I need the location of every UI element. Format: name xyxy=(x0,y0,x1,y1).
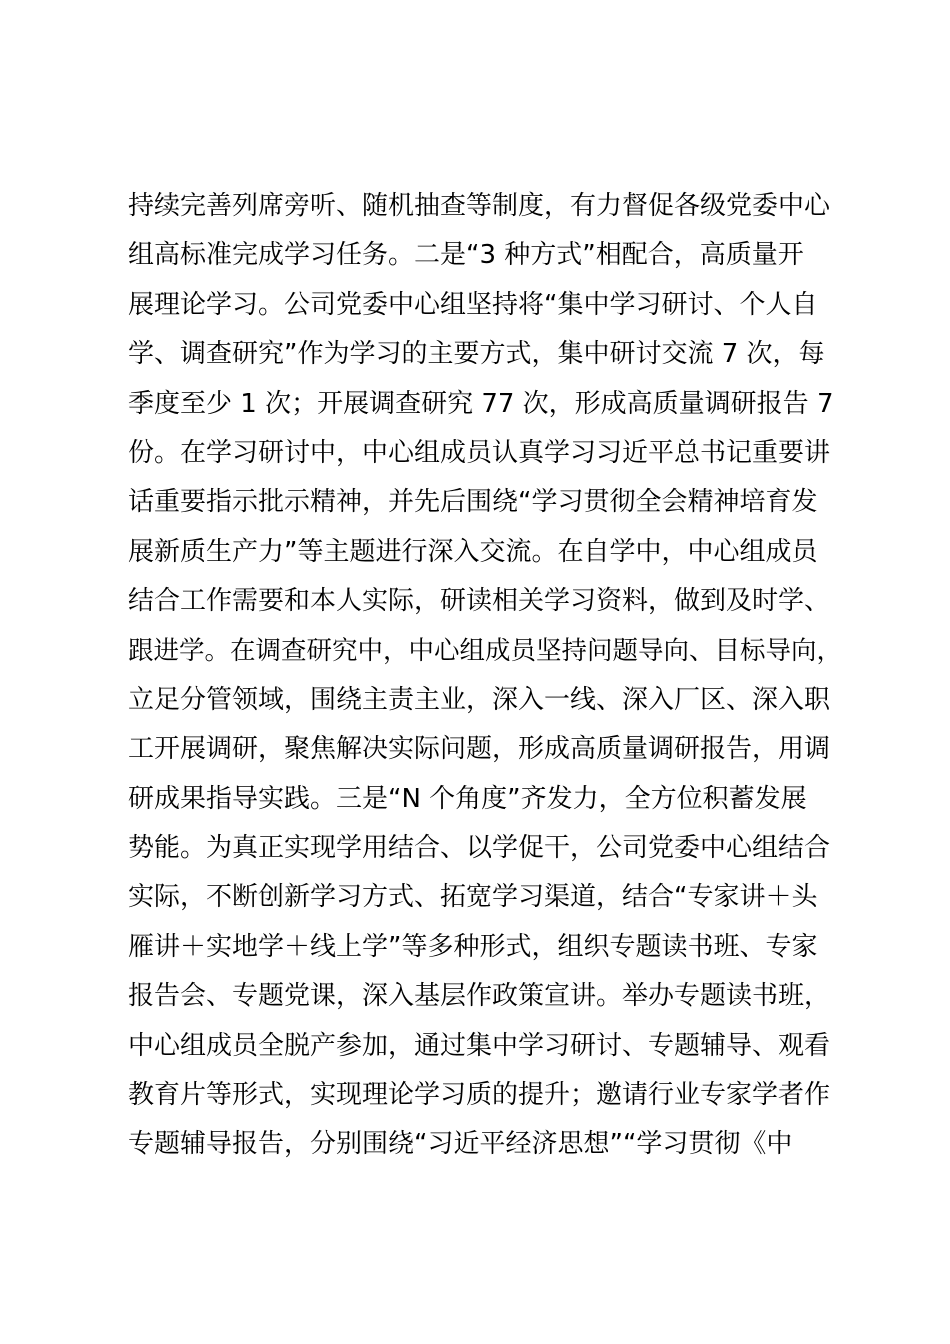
text-line-1: 持续完善列席旁听、随机抽查等制度，有力督促各级党委中心 xyxy=(128,191,831,221)
text-line-2: 组高标准完成学习任务。二是“3 种方式”相配合，高质量开 xyxy=(128,240,804,271)
text-line-13: 研成果指导实践。三是“N 个角度”齐发力，全方位积蓄发展 xyxy=(128,783,807,814)
text-line-12: 工开展调研，聚焦解决实际问题，形成高质量调研报告，用调 xyxy=(128,734,831,765)
text-line-8: 展新质生产力”等主题进行深入交流。在自学中，中心组成员 xyxy=(128,536,818,567)
text-line-19: 教育片等形式，实现理论学习质的提升；邀请行业专家学者作 xyxy=(128,1080,831,1111)
text-line-6: 份。在学习研讨中，中心组成员认真学习习近平总书记重要讲 xyxy=(128,437,831,468)
text-line-3: 展理论学习。公司党委中心组坚持将“集中学习研讨、个人自 xyxy=(128,289,818,320)
text-line-5: 季度至少 1 次；开展调查研究 77 次，形成高质量调研报告 7 xyxy=(128,388,834,419)
text-line-14: 势能。为真正实现学用结合、以学促干，公司党委中心组结合 xyxy=(128,833,831,864)
text-line-15: 实际，不断创新学习方式、拓宽学习渠道，结合“专家讲＋头 xyxy=(128,882,818,913)
text-line-16: 雁讲＋实地学＋线上学”等多种形式，组织专题读书班、专家 xyxy=(128,931,818,962)
text-line-7: 话重要指示批示精神，并先后围绕“学习贯彻全会精神培育发 xyxy=(128,487,818,518)
text-line-10: 跟进学。在调查研究中，中心组成员坚持问题导向、目标导向， xyxy=(128,635,843,666)
body-paragraph xyxy=(128,182,848,1170)
text-line-11: 立足分管领域，围绕主责主业，深入一线、深入厂区、深入职 xyxy=(128,684,831,715)
text-line-17: 报告会、专题党课，深入基层作政策宣讲。举办专题读书班， xyxy=(128,981,831,1012)
text-line-18: 中心组成员全脱产参加，通过集中学习研讨、专题辅导、观看 xyxy=(128,1030,831,1061)
text-line-9: 结合工作需要和本人实际，研读相关学习资料，做到及时学、 xyxy=(128,586,831,617)
text-line-20: 专题辅导报告，分别围绕“习近平经济思想”“学习贯彻《中 xyxy=(128,1129,793,1160)
text-line-4: 学、调查研究”作为学习的主要方式，集中研讨交流 7 次，每 xyxy=(128,339,825,370)
